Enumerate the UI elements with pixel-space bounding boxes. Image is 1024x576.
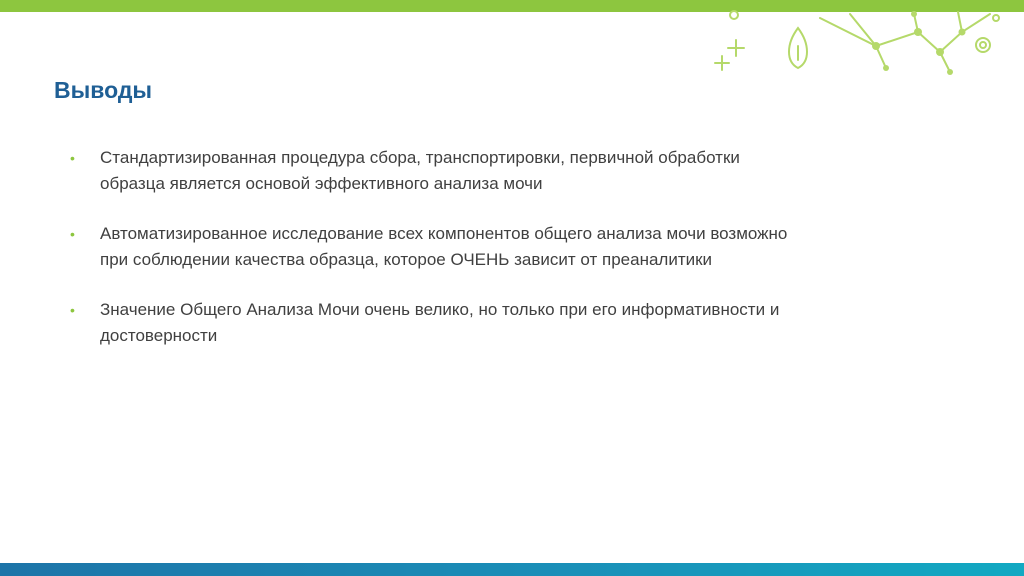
bullet-marker: • — [70, 302, 75, 318]
bullet-marker: • — [70, 150, 75, 166]
bullet-marker: • — [70, 226, 75, 242]
bullet-item — [70, 297, 930, 349]
bullet-item — [70, 221, 930, 273]
bullet-line: Стандартизированная процедура сбора, транспортировки, первичной обработки — [100, 148, 740, 167]
bullet-line: достоверности — [100, 326, 218, 345]
bullet-line: образца является основой эффективного анализа мочи — [100, 174, 543, 193]
bullet-item — [70, 145, 930, 197]
bullet-list — [70, 145, 930, 373]
slide-title: Выводы — [54, 77, 153, 103]
bullet-line: Значение Общего Анализа Мочи очень велико, но только при его информативности и — [100, 300, 780, 319]
bullet-line: Автоматизированное исследование всех компонентов общего анализа мочи возможно — [100, 224, 788, 243]
bullet-line: при соблюдении качества образца, которое ОЧЕНЬ зависит от преаналитики — [100, 250, 713, 269]
bottom-accent-bar — [0, 563, 1024, 576]
molecule-network-icon — [700, 10, 1024, 78]
